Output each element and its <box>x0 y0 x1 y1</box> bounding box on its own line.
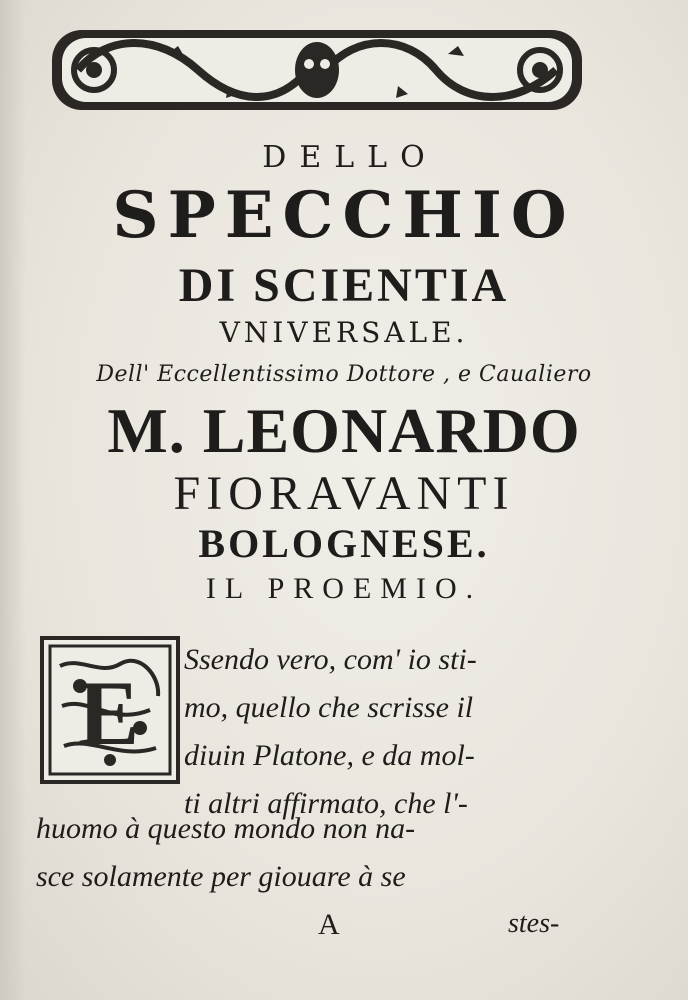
catchword: stes- <box>508 908 560 939</box>
body-line: Ssendo vero, com' io sti- <box>184 643 477 676</box>
title-line-vniversale: VNIVERSALE. <box>219 316 469 349</box>
author-surname: FIORAVANTI <box>173 467 515 520</box>
body-line: diuin Platone, e da mol- <box>184 739 475 772</box>
ornamental-headpiece <box>48 24 586 116</box>
title-line-dottore: Dell' Eccellentissimo Dottore , e Caualiero <box>96 362 592 387</box>
body-text-block <box>184 636 594 828</box>
body-line: mo, quello che scrisse il <box>184 691 474 724</box>
title-line-di-scientia: DI SCIENTIA <box>178 259 510 312</box>
body-line: ti altri affirmato, che l'- <box>184 787 468 820</box>
title-line-specchio: SPECCHIO <box>112 178 576 253</box>
signature-mark: A <box>318 908 340 941</box>
body-line: huomo à questo mondo non na- <box>36 812 416 845</box>
section-heading: IL PROEMIO. <box>205 572 483 605</box>
initial-letter: E <box>78 662 140 764</box>
decorated-initial <box>40 636 180 784</box>
title-line-dello: DELLO <box>262 140 438 175</box>
author-name: M. LEONARDO <box>107 395 581 466</box>
author-origin: BOLOGNESE. <box>198 521 490 566</box>
body-line: sce solamente per giouare à se <box>36 860 406 893</box>
